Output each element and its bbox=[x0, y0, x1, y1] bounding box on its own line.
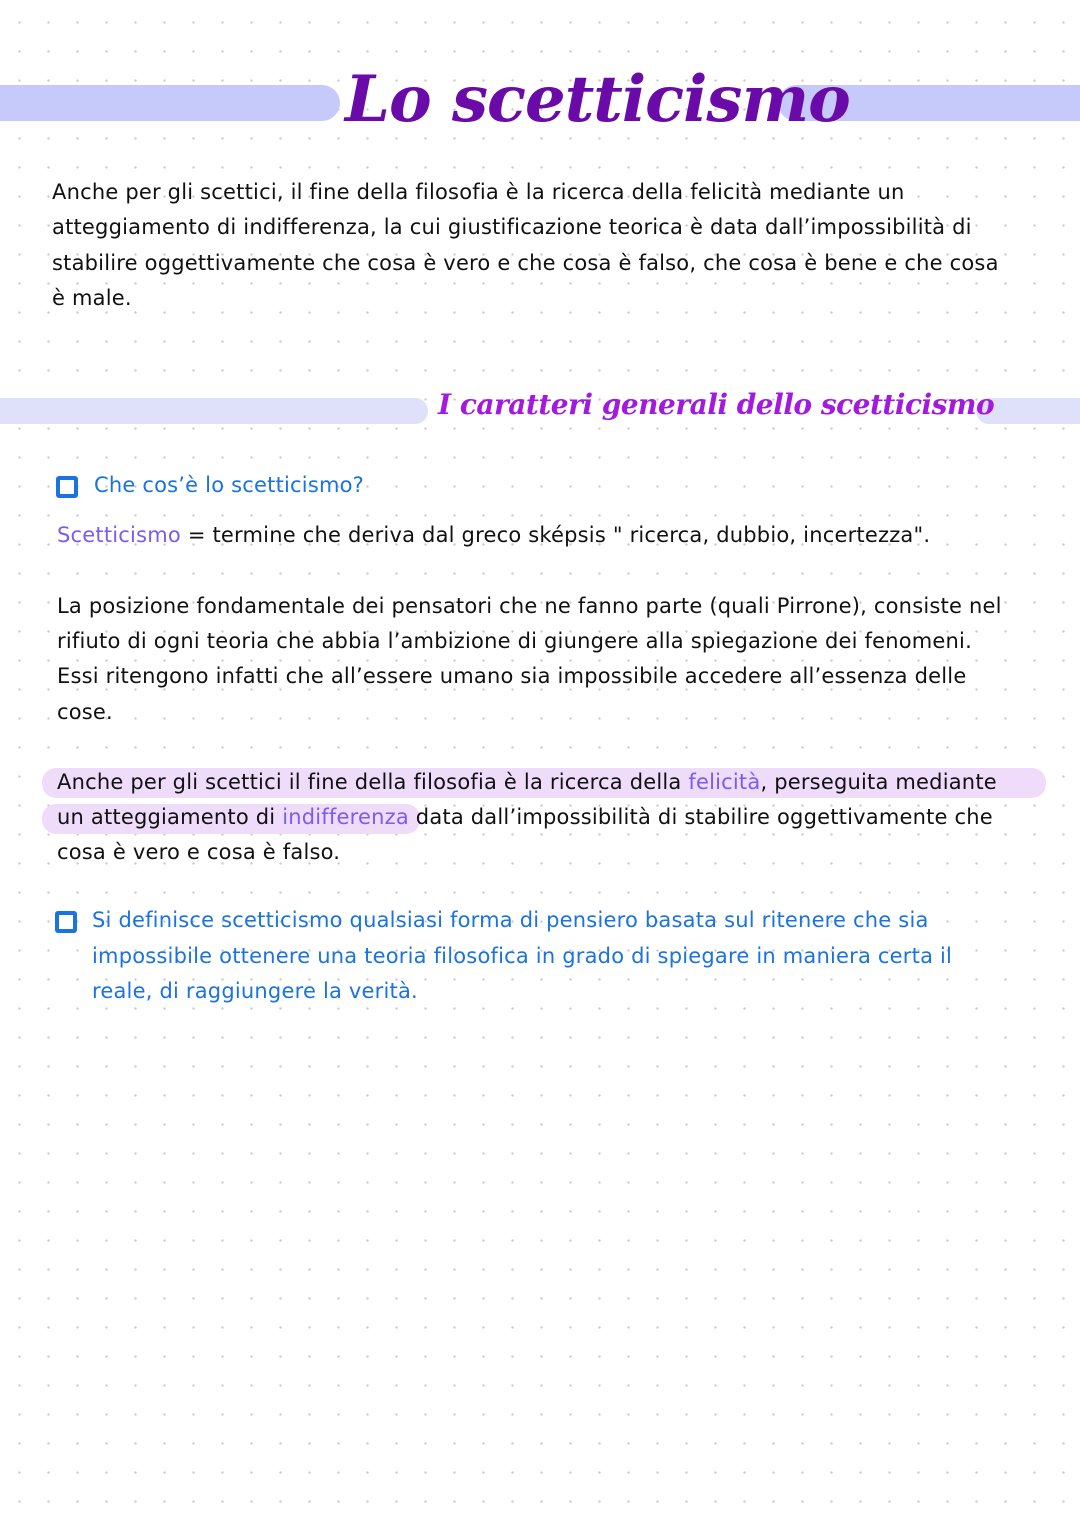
keyword-indifferenza: indifferenza bbox=[282, 805, 409, 829]
position-line: Essi ritengono infatti che all’essere umano sia impossibile accedere all’essenza delle bbox=[57, 664, 967, 688]
checkbox-icon[interactable] bbox=[56, 476, 78, 498]
checkbox-icon[interactable] bbox=[55, 911, 77, 933]
text: Anche per gli scettici il fine della filosofia è la ricerca della bbox=[57, 770, 689, 794]
position-line: rifiuto di ogni teoria che abbia l’ambizione di giungere alla spiegazione dei fenomeni. bbox=[57, 629, 972, 653]
definition-line bbox=[57, 523, 930, 547]
conclusion-line: impossibile ottenere una teoria filosofica in grado di spiegare in maniera certa il bbox=[92, 944, 953, 968]
definition-term: Scetticismo bbox=[57, 523, 181, 547]
highlight-line bbox=[57, 770, 997, 794]
intro-line: stabilire oggettivamente che cosa è vero e che cosa è falso, che cosa è bene e che cosa bbox=[52, 251, 999, 275]
page-title: Lo scetticismo bbox=[345, 62, 850, 137]
text: , perseguita mediante bbox=[760, 770, 997, 794]
position-line: cose. bbox=[57, 700, 113, 724]
definition-text: = termine che deriva dal greco sképsis " ricerca, dubbio, incertezza". bbox=[180, 523, 931, 547]
highlight-line bbox=[57, 805, 993, 829]
text: data dall’impossibilità di stabilire oggettivamente che bbox=[408, 805, 993, 829]
intro-line: è male. bbox=[52, 286, 132, 310]
text: un atteggiamento di bbox=[57, 805, 283, 829]
title-band-left bbox=[0, 85, 340, 121]
intro-line: Anche per gli scettici, il fine della filosofia è la ricerca della felicità mediante un bbox=[52, 180, 905, 204]
section-band-left bbox=[0, 398, 428, 424]
conclusion-line: Si definisce scetticismo qualsiasi forma di pensiero basata sul ritenere che sia bbox=[92, 908, 929, 932]
question-heading: Che cos’è lo scetticismo? bbox=[94, 473, 365, 497]
position-line: La posizione fondamentale dei pensatori che ne fanno parte (quali Pirrone), consiste nel bbox=[57, 594, 1002, 618]
section-title: I caratteri generali dello scetticismo bbox=[438, 388, 995, 421]
intro-line: atteggiamento di indifferenza, la cui giustificazione teorica è data dall’impossibilità di bbox=[52, 215, 972, 239]
conclusion-line: reale, di raggiungere la verità. bbox=[92, 979, 418, 1003]
keyword-felicita: felicità bbox=[688, 770, 761, 794]
highlight-line: cosa è vero e cosa è falso. bbox=[57, 840, 341, 864]
